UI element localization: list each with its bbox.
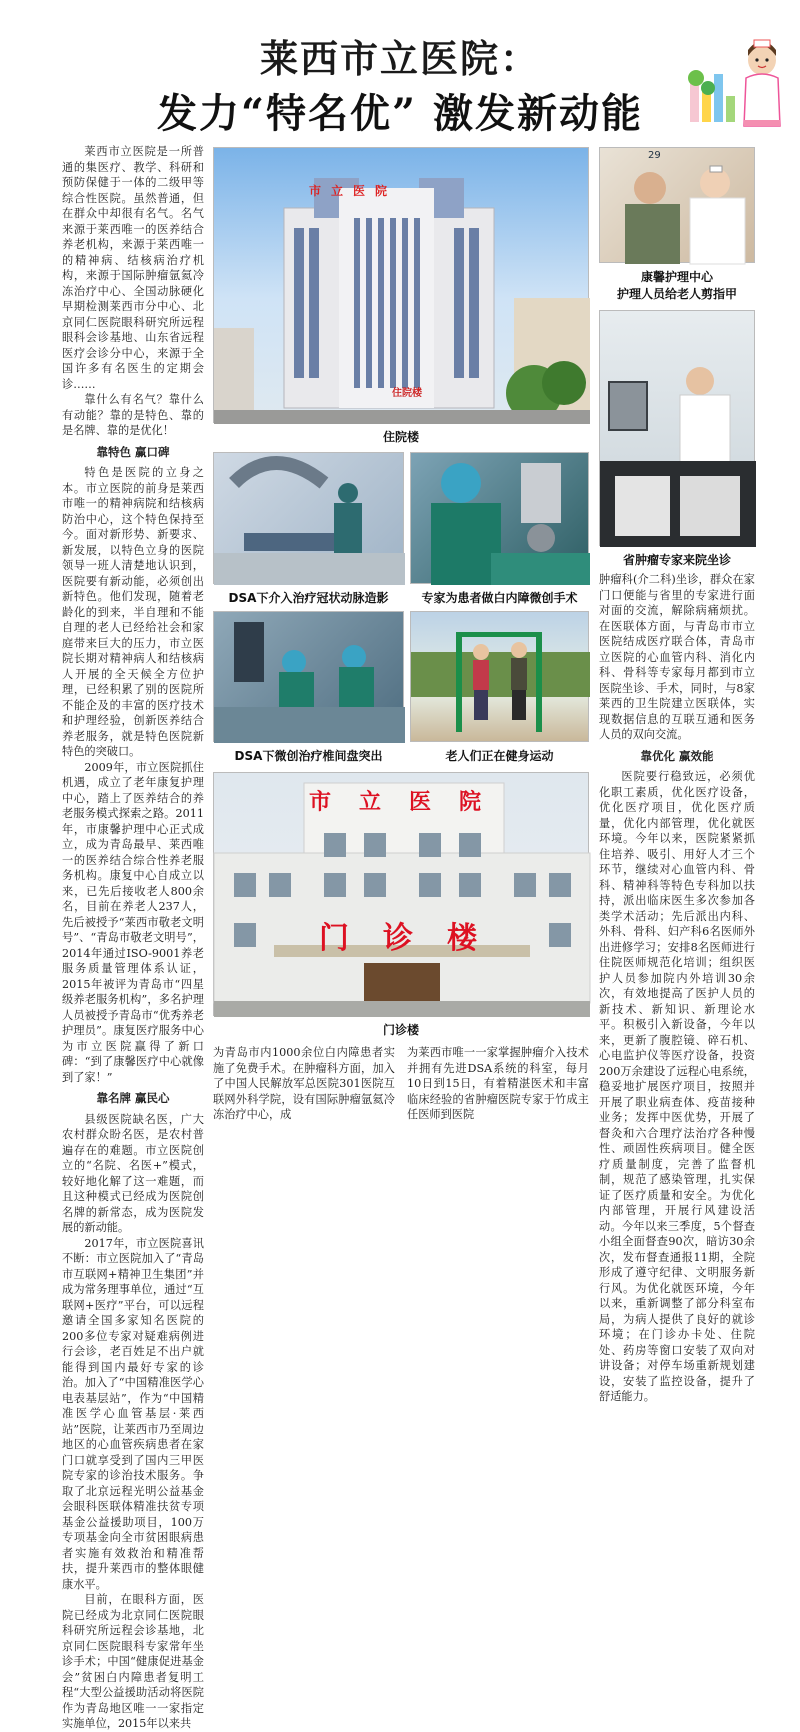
dsa-angiography-photo (213, 452, 404, 584)
photo-number: 29 (648, 150, 661, 161)
nurse-cartoon-icon (684, 34, 784, 134)
paragraph: 医院要行稳致远，必须优化职工素质，优化医疗设备，优化医疗项目，优化医疗质量，优化内部管理，优化就医环境。今年以来，医院紧紧抓住培养、吸引、用好人才三个环节，继续对心血管内科、骨科、精神科等特色专科加以扶持，派出临床医生多次参加各类学术活动；先后派出内科、外科、骨科、妇产科6名医师外出进修学习；安排8名医师进行住院医师规范化培训；组织医护人员参加院内外培训30余次，有效地提高了医护人员的新技术、新知识、新理论水平。积极引入新设备，今年以来，更新了腹腔镜、碎石机、心电监护仪等医疗设备，投资200万余建设了远程心电系统，稳妥地扩展医疗项目，按照并开展了职业病查体、疫苗接种业务；发挥中医优势，开展了督灸和六合理疗法治疗各种慢性、顽固性疾病项目。健全医疗质量制度，完善了监督机制，规范了感染管理，扎实保证了医疗质量和安全。为优化内部管理，开展行风建设活动。今年以来三季度，5个督查小组全面督查90次，暗访30余次，发布督查通报11期，全院形成了遵守纪律、文明服务新行风。为优化就医环境，今年以来，重新调整了部分科室布局，为病人提供了良好的就诊环境；在门诊办卡处、住院处、药房等窗口安装了双向对讲设备；对停车场重新规划建设，安装了监控设备，提升了舒适能力。 (599, 770, 755, 1403)
oncology-expert-photo (599, 310, 755, 546)
building-sign: 门诊楼 (319, 921, 511, 956)
nursing-center-photo (599, 147, 755, 263)
outpatient-building-photo (213, 772, 589, 1016)
paragraph: 为青岛市内1000余位白内障患者实施了免费手术。在肿瘤科方面，加入了中国人民解放军总医院301医院互联网外科学院，设有国际肿瘤氩氦冷冻治疗中心，成 (213, 1046, 395, 1121)
paragraph: 靠什么有名气？靠什么有动能？靠的是特色、靠的是名牌、靠的是优化！ (62, 393, 204, 437)
inpatient-building-photo (213, 147, 589, 423)
building-sign: 市立医院 (309, 790, 510, 815)
photo-caption: 门诊楼 (382, 1023, 419, 1037)
photo-caption: DSA下微创治疗椎间盘突出 (234, 749, 383, 763)
headline-line1: 莱西市立医院： (259, 36, 540, 81)
photo-caption: DSA下介入治疗冠状动脉造影 (228, 591, 389, 605)
elderly-exercise-photo (410, 611, 589, 742)
paragraph: 2009年，市立医院抓住机遇，成立了老年康复护理中心，踏上了医养结合的养老服务模式探索之路。2011年，市康馨护理中心正式成立，成为青岛最早、莱西唯一的医养结合综合性养老服务机构。康复中心自成立以来，已先后接收老人800余名，目前在养老人237人，先后被授予“莱西市敬老文明号”、“青岛市敬老文明号”，2014年通过ISO-9001养老服务质量管理体系认证，2015年被评为青岛市“四星级养老服务机构”，多名护理人员被授予青岛市“优秀养老护理员”。康复医疗服务中心为市立医院赢得了新口碑：“到了康馨医疗中心就像到了家！” (62, 760, 204, 1084)
paragraph: 肿瘤科(介二科)坐诊，群众在家门口便能与省里的专家进行面对面的交流，解除病痛烦扰。在医联体方面，与青岛市市立医院结成医疗联合体，青岛市立医院的心血管内科、消化内科、骨科等专家每月都到市立医院坐诊、手术，同时，与8家莱西的卫生院建立医联体，实现数据信息的互联互通和医务人员的双向交流。 (599, 573, 755, 741)
paragraph: 2017年，市立医院喜讯不断：市立医院加入了“青岛市互联网+精神卫生集团”并成为常务理事单位，通过“互联网+医疗”平台，可以远程邀请全国多家知名医院的200多位专家对疑难病例进行会诊，老百姓足不出户就能得到国内最好专家的诊治。加入了“中国精准医学心电表基层站”，作为“中国精准医学心血管基层·莱西站”医院，让莱西市乃至周边地区的心血管疾病患者在家门口就享受到了国内三甲医院专家的诊治技术服务。争取了北京远程光明公益基金会眼科医联体精准扶贫专项基金公益援助项目，100万专项基金向全市贫困眼病患者实施有效救治和精准帮扶，提升莱西市的整体眼健康水平。 (62, 1236, 204, 1591)
section-heading: 靠优化 赢效能 (640, 748, 714, 763)
headline-line2: 发力“特名优” 激发新动能 (157, 90, 643, 137)
paragraph: 特色是医院的立身之本。市立医院的前身是莱西市唯一的精神病院和结核病防治中心，这个特色保持至今。面对新形势、新要求、新发展，以特色立身的医院领导一班人清楚地认识到，医院要有新动能，必须创出新特色。他们发现，随着老龄化的到来，半自理和不能自理的老人已经给社会和家庭带来巨大的压力，市立医院长期对精神病人和结核病人开展的全天候全方位护理，已经积累了别的医院所不能企及的丰富的医疗技术和护理经验，创新医养结合养老服务，就是特色医院新特色的突破口。 (62, 466, 204, 758)
building-sign: 住院楼 (392, 388, 422, 399)
photo-caption: 老人们正在健身运动 (445, 749, 554, 763)
article-column-mid-right (407, 1045, 589, 1121)
photo-caption: 省肿瘤专家来院坐诊 (622, 553, 731, 567)
photo-caption: 康馨护理中心 (640, 270, 713, 284)
paragraph: 莱西市立医院是一所普通的集医疗、教学、科研和预防保健于一体的二级甲等综合性医院。虽然普通，但在群众中却很有名气。名气来源于莱西唯一的医养结合养老机构，来源于莱西唯一的精神病、结核病治疗机构，来源于国际肿瘤氩氦冷冻治疗中心、全国动脉硬化早期检测莱西市分中心、北京同仁医院眼科研究所远程眼科会诊基地、山东省远程医疗会诊分中心，来源于全国许多有名医生的定期会诊…… (62, 145, 204, 391)
paragraph: 县级医院缺名医，广大农村群众盼名医，是农村普遍存在的难题。市立医院创立的“名院、名医+”模式，较好地化解了这一难题，而且这种模式已经成为医院创名牌的新常态，成为医院发展的新动能。 (62, 1112, 204, 1234)
paragraph: 目前，在眼科方面，医院已经成为北京同仁医院眼科研究所远程会诊基地，北京同仁医院眼科专家常年坐诊手术；中国“健康促进基金会”贫困白内障患者复明工程“大型公益援助活动将医院作为青岛地区唯一一家指定实施单位，2015年以来共 (62, 1593, 204, 1730)
photo-caption: 住院楼 (382, 430, 419, 444)
photo-caption: 专家为患者做白内障微创手术 (421, 591, 578, 605)
dsa-spine-photo (213, 611, 404, 742)
building-sign: 市立医院 (309, 184, 398, 198)
section-heading: 靠名牌 赢民心 (96, 1091, 170, 1105)
article-column-right (599, 572, 755, 1405)
paragraph: 为莱西市唯一一家掌握肿瘤介入技术并拥有先进DSA系统的科室，每月10日到15日，有着精湛医术和丰富临床经验的省肿瘤医院专家于竹成主任医师到医院 (407, 1046, 589, 1121)
section-heading: 靠特色 赢口碑 (96, 444, 170, 459)
photo-caption: 护理人员给老人剪指甲 (616, 287, 737, 301)
cataract-surgery-photo (410, 452, 589, 584)
article-column-left (62, 144, 204, 1732)
article-column-mid-left (213, 1045, 395, 1121)
